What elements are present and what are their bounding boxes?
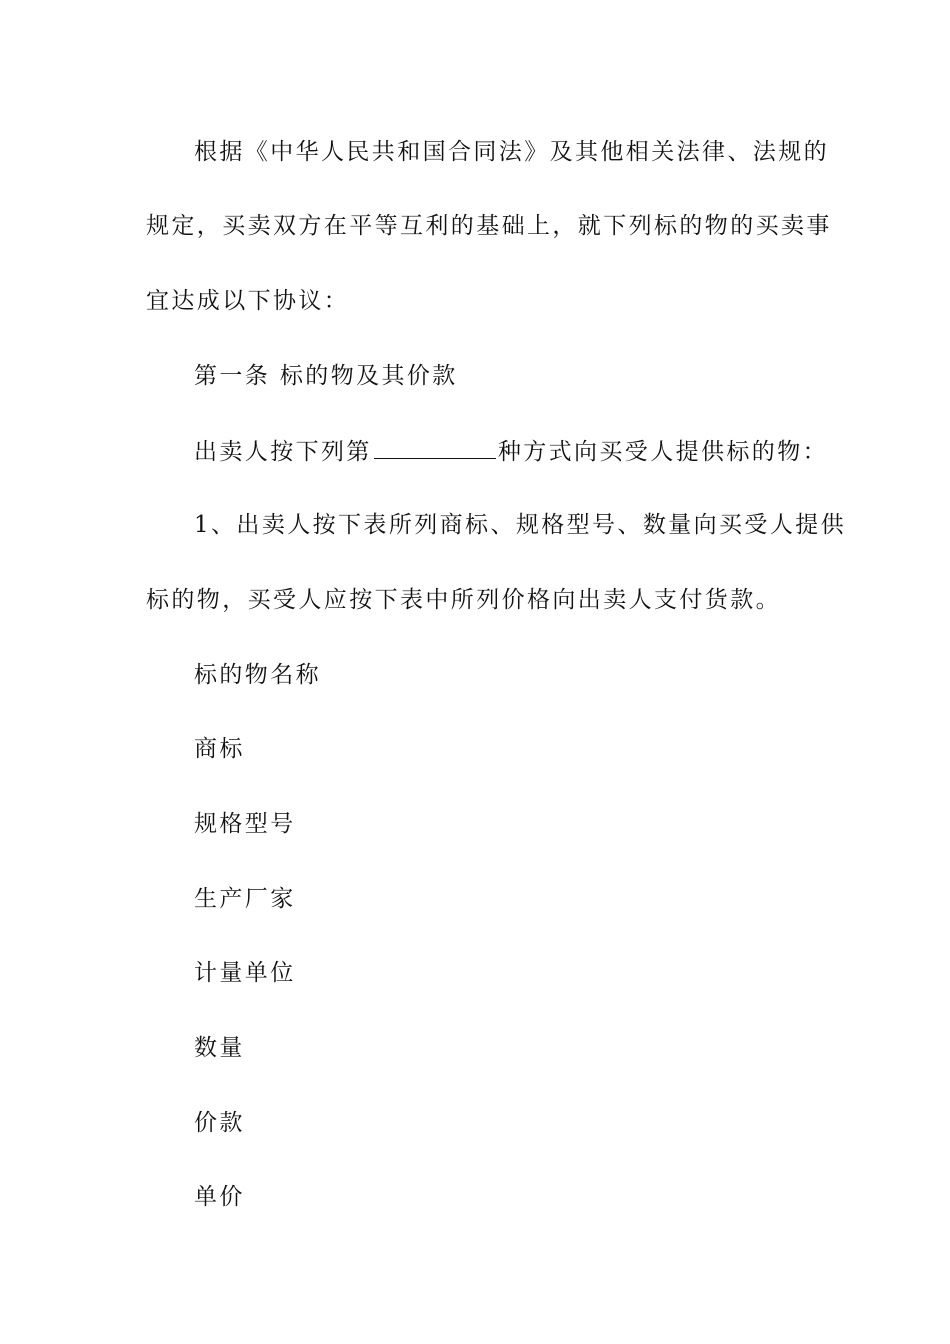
supply-method-line xyxy=(194,436,874,467)
paragraph-1-line-3: 宜达成以下协议： xyxy=(146,288,350,314)
table-field-manufacturer: 生产厂家 xyxy=(194,886,296,912)
supply-method-blank xyxy=(374,436,496,459)
table-field-unit: 计量单位 xyxy=(194,960,296,986)
paragraph-1-line-2: 规定，买卖双方在平等互利的基础上，就下列标的物的买卖事 xyxy=(146,213,832,239)
item-1-line-2: 标的物，买受人应按下表中所列价格向出卖人支付货款。 xyxy=(146,587,781,613)
table-field-trademark: 商标 xyxy=(194,736,245,762)
table-field-quantity: 数量 xyxy=(194,1035,245,1061)
table-field-unit-price: 单价 xyxy=(194,1184,245,1210)
supply-method-after-blank: 种方式向买受人提供标的物： xyxy=(497,439,829,465)
table-field-name: 标的物名称 xyxy=(194,662,321,688)
supply-method-before-blank: 出卖人按下列第 xyxy=(194,439,372,465)
table-field-price: 价款 xyxy=(194,1110,245,1136)
paragraph-1-line-1: 根据《中华人民共和国合同法》及其他相关法律、法规的 xyxy=(194,139,829,165)
article-1-heading: 第一条 标的物及其价款 xyxy=(194,363,458,389)
item-1-line-1: 1、出卖人按下表所列商标、规格型号、数量向买受人提供 xyxy=(194,512,847,538)
table-field-spec-model: 规格型号 xyxy=(194,811,296,837)
